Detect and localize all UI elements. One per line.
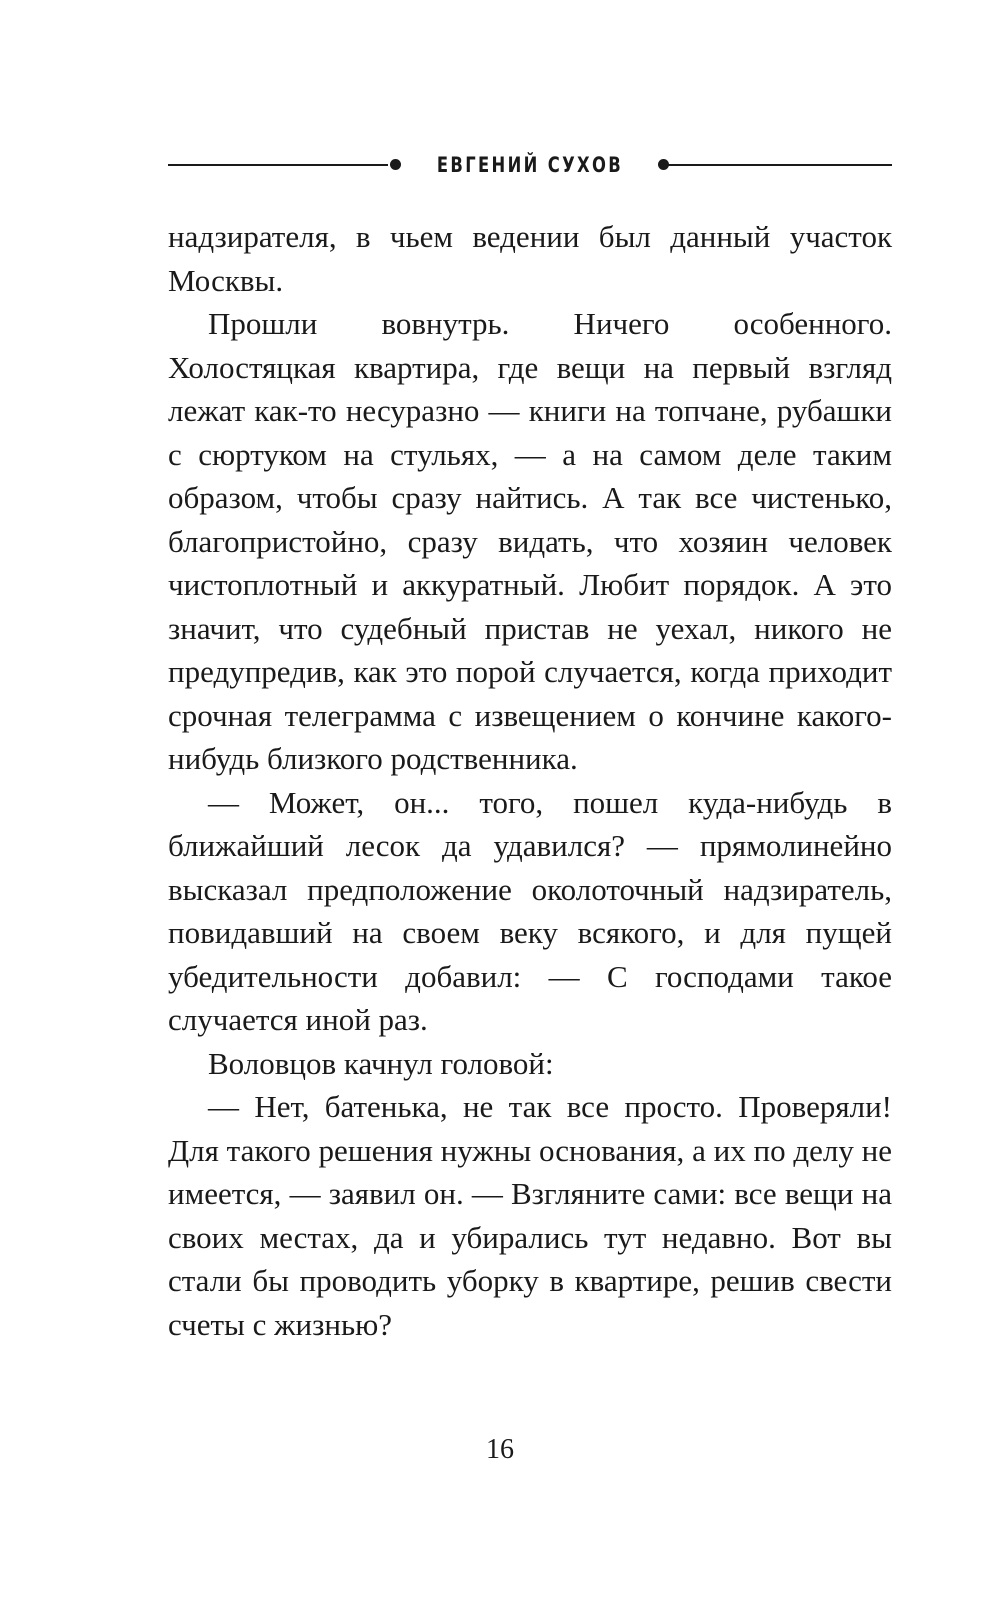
header-author-name: ЕВГЕНИЙ СУХОВ — [436, 153, 624, 177]
header-rule-left — [168, 164, 388, 166]
paragraph: — Нет, батенька, не так все просто. Проверяли! Для такого решения нужны основания, а их по делу не имеется, — заявил он. — Взгляните сами: все вещи на своих местах, да и убирались тут недавно. Вот вы стали бы проводить уборку в квартире, решив свести счеты с жизнью? — [168, 1089, 892, 1342]
paragraph: — Может, он... того, пошел куда-нибудь в ближайший лесок да удавился? — прямолинейно высказал предположение околоточный надзиратель, повидавший на своем веку всякого, и для пущей убедительности добавил: — С господами такое случается иной раз. — [168, 784, 892, 1037]
paragraph-continuation: надзирателя, в чьем ведении был данный участок Москвы. — [168, 219, 892, 298]
paragraph: Воловцов качнул головой: — [208, 1045, 554, 1081]
paragraph: Прошли вовнутрь. Ничего особенного. Холостяцкая квартира, где вещи на первый взгляд лежат как-то несуразно — книги на топчане, рубашки с сюртуком на стульях, — а на самом деле таким образом, чтобы сразу найтись. А так все чистенько, благопристойно, сразу видать, что хозяин человек чистоплотный и аккуратный. Любит порядок. А это значит, что судебный пристав не уехал, никого не предупредив, как это порой случается, когда приходит срочная телеграмма с извещением о кончине какого-нибудь близкого родственника. — [168, 306, 892, 776]
page-body — [168, 215, 892, 1346]
page-number: 16 — [486, 1434, 514, 1465]
running-header — [168, 150, 892, 180]
header-rule-right — [668, 164, 892, 166]
header-bullet-left — [390, 159, 401, 170]
